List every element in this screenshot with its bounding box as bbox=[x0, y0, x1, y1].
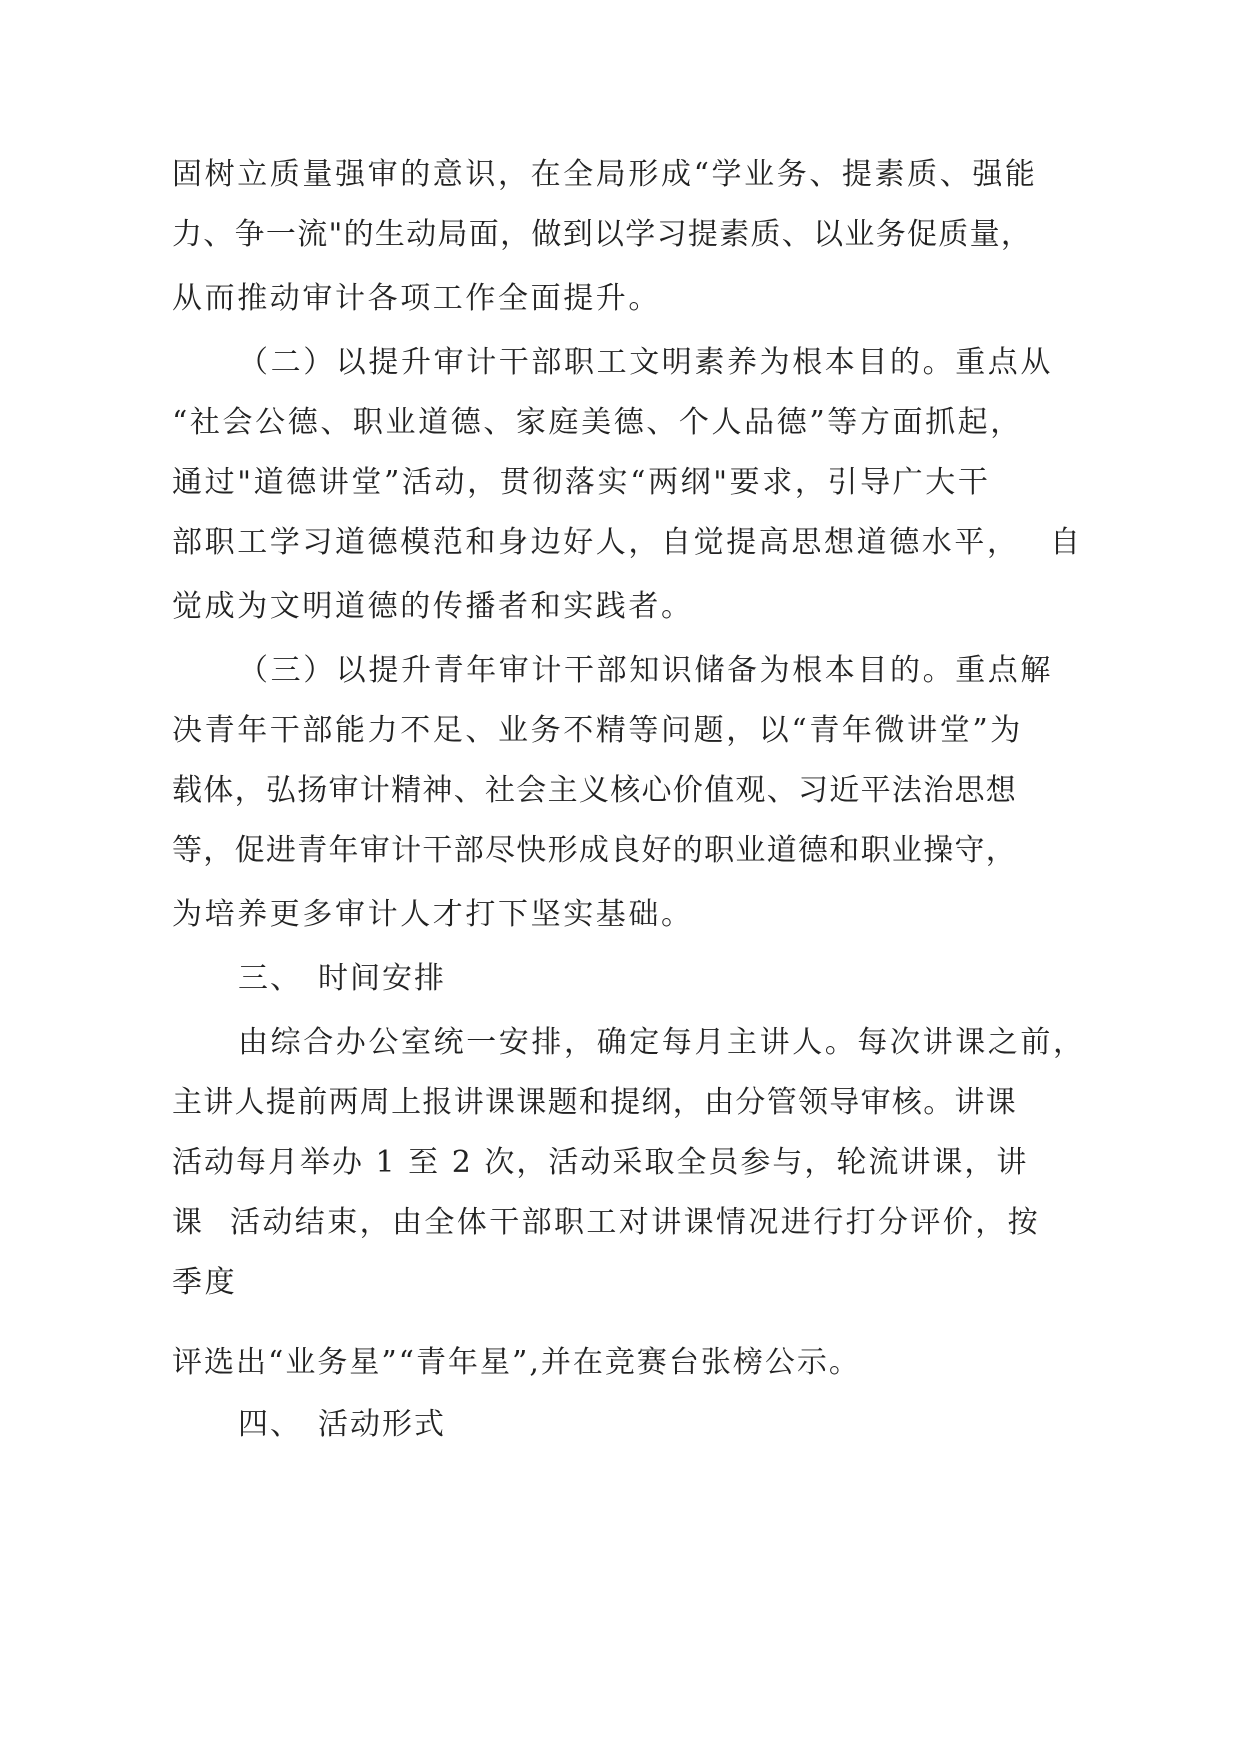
paragraph-text: 主讲人提前两周上报讲课课题和提纲，由分管领导审核。讲课 bbox=[172, 1085, 1018, 1120]
section-number: 四、 bbox=[238, 1407, 302, 1442]
paragraph-text: （二）以提升审计干部职工文明素养为根本目的。重点从 bbox=[238, 345, 1053, 380]
text-line bbox=[0, 1258, 1240, 1308]
text-line bbox=[0, 274, 1240, 324]
section-heading bbox=[0, 954, 1240, 1004]
paragraph-text: 评选出“业务星”“青年星”,并在竞赛台张榜公示。 bbox=[172, 1345, 861, 1380]
text-line bbox=[0, 766, 1240, 816]
paragraph-text: 活动每月举办 1 至 2 次，活动采取全员参与，轮流讲课，讲 bbox=[172, 1145, 1029, 1180]
paragraph-text: 部职工学习道德模范和身边好人，自觉提高思想道德水平， bbox=[172, 525, 1020, 560]
text-line bbox=[0, 458, 1240, 508]
paragraph-text: 通过"道德讲堂”活动，贯彻落实“两纲"要求，引导广大干 bbox=[172, 465, 991, 500]
text-line bbox=[0, 1338, 1240, 1388]
text-line bbox=[0, 582, 1240, 632]
text-line bbox=[0, 518, 1240, 568]
paragraph-text: “社会公德、职业道德、家庭美德、个人品德”等方面抓起， bbox=[172, 405, 1023, 440]
text-line bbox=[0, 150, 1240, 200]
text-line bbox=[0, 646, 1240, 696]
paragraph-text: 力、争一流"的生动局面，做到以学习提素质、以业务促质量， bbox=[172, 217, 1033, 252]
paragraph-text: 等，促进青年审计干部尽快形成良好的职业道德和职业操守， bbox=[172, 833, 1018, 868]
section-title: 活动形式 bbox=[318, 1407, 446, 1442]
paragraph-text: 决青年干部能力不足、业务不精等问题，以“青年微讲堂”为 bbox=[172, 713, 1023, 748]
text-line bbox=[0, 210, 1240, 260]
paragraph-text: 载体，弘扬审计精神、社会主义核心价值观、习近平法治思想 bbox=[172, 773, 1018, 808]
text-line bbox=[0, 890, 1240, 940]
section-heading bbox=[0, 1400, 1240, 1450]
text-line bbox=[0, 338, 1240, 388]
paragraph-text: （三）以提升青年审计干部知识储备为根本目的。重点解 bbox=[238, 653, 1053, 688]
paragraph-text: 课 bbox=[172, 1205, 202, 1240]
paragraph-text: 觉成为文明道德的传播者和实践者。 bbox=[172, 589, 694, 624]
text-line bbox=[0, 826, 1240, 876]
text-line bbox=[0, 1138, 1240, 1188]
paragraph-text: 固树立质量强审的意识，在全局形成“学业务、提素质、强能 bbox=[172, 157, 1038, 192]
text-line bbox=[0, 706, 1240, 756]
paragraph-text: 自 bbox=[1050, 525, 1080, 560]
paragraph-text: 为培养更多审计人才打下坚实基础。 bbox=[172, 897, 694, 932]
paragraph-text: 从而推动审计各项工作全面提升。 bbox=[172, 281, 661, 316]
section-number: 三、 bbox=[238, 961, 302, 996]
paragraph-text: 季度 bbox=[172, 1265, 238, 1300]
text-line bbox=[0, 1198, 1240, 1248]
section-title: 时间安排 bbox=[318, 961, 446, 996]
text-line bbox=[0, 398, 1240, 448]
text-line bbox=[0, 1018, 1240, 1068]
text-line bbox=[0, 1078, 1240, 1128]
paragraph-text: 由综合办公室统一安排，确定每月主讲人。每次讲课之前， bbox=[238, 1025, 1086, 1060]
paragraph-text: 活动结束，由全体干部职工对讲课情况进行打分评价，按 bbox=[230, 1205, 1040, 1240]
